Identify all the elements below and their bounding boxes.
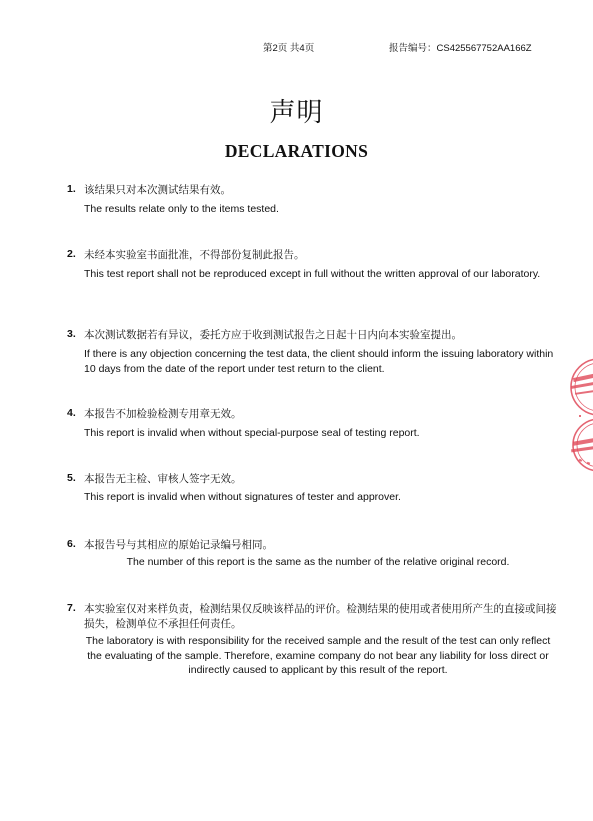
item-number: 7. [67,602,76,614]
item-text-english: This report is invalid when without special-purpose seal of testing report. [84,427,420,439]
item-text-english: The number of this report is the same as the number of the relative original record. [126,556,510,568]
item-number: 4. [67,407,76,419]
item-text-chinese: 本报告不加检验检测专用章无效。 [84,408,242,420]
report-number: 报告编号：CS425567752AA166Z [389,43,532,54]
item-text-chinese: 本实验室仅对来样负责，检测结果仅反映该样品的评价。检测结果的使用或者使用所产生的直接或间接损失，检测单位不承担任何责任。 [84,603,557,630]
title-english: DECLARATIONS [224,141,369,161]
item-text-chinese: 本报告无主检、审核人签字无效。 [84,473,242,485]
item-number: 6. [67,538,76,550]
item-text-chinese: 本报告号与其相应的原始记录编号相同。 [84,539,273,551]
item-text-english: The results relate only to the items tested. [84,203,279,215]
item-text-english: If there is any objection concerning the test data, the client should inform the issuing laboratory within 10 days from the date of the report under test return to the client. [84,348,554,375]
item-text-chinese: 本次测试数据若有异议，委托方应于收到测试报告之日起十日内向本实验室提出。 [84,329,462,341]
item-text-english: This test report shall not be reproduced except in full without the written approval of our laboratory. [84,268,541,280]
item-text-english: The laboratory is with responsibility for the received sample and the result of the test can only reflect the evaluating of the sample. Therefore, examine company do not bear any liability for loss direct or indirectly caused to applicant by this result of the report. [85,635,551,676]
item-number: 1. [67,183,76,195]
item-number: 3. [67,328,76,340]
item-text-chinese: 未经本实验室书面批准，不得部份复制此报告。 [84,249,305,261]
item-text-english: This report is invalid when without signatures of tester and approver. [84,491,401,503]
item-number: 5. [67,472,76,484]
item-text-chinese: 该结果只对本次测试结果有效。 [84,184,231,196]
official-seal-stamp [551,355,593,475]
title-chinese: 声明 [269,98,324,128]
page-number: 第2页 共4页 [263,43,315,54]
item-number: 2. [67,248,76,260]
